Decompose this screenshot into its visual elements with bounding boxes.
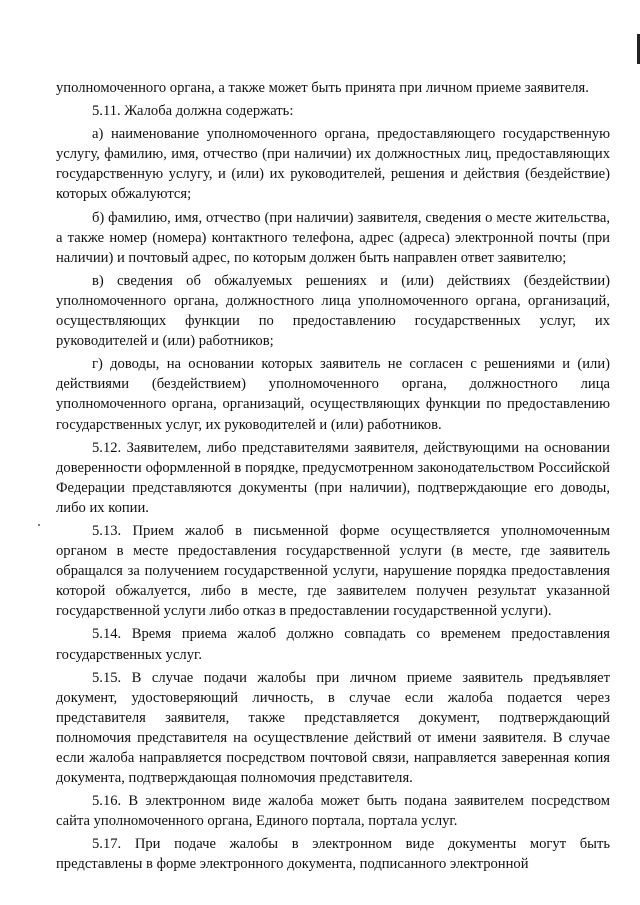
- paragraph-5-17: 5.17. При подаче жалобы в электронном виде документы могут быть представлены в форме электронного документа, подписанного электронной: [56, 836, 610, 873]
- scan-speck: [38, 524, 40, 526]
- paragraph-5-11-a: а) наименование уполномоченного органа, предоставляющего государственную услугу, фамилию, имя, отчество (при наличии) их должностных лиц, предоставляющих государственную услугу, и (или) их руководителей, решения и действия (бездействие) которых обжалуются;: [56, 126, 610, 203]
- paragraph-continuation: уполномоченного органа, а также может быть принята при личном приеме заявителя.: [56, 80, 589, 96]
- document-body: [56, 78, 610, 878]
- paragraph-5-15: 5.15. В случае подачи жалобы при личном приеме заявитель предъявляет документ, удостоверяющий личность, в случае если жалоба подается через представителя заявителя, также представляется документ, подтверждающий полномочия представителя на осуществление действий от имени заявителя. В случае если жалоба направляется посредством почтовой связи, направляется заверенная копия документа, подтверждающая полномочия представителя.: [56, 669, 610, 787]
- paragraph-5-11: 5.11. Жалоба должна содержать:: [92, 103, 294, 120]
- paragraph-5-16: 5.16. В электронном виде жалоба может быть подана заявителем посредством сайта уполномоченного органа, Единого портала, портала услуг.: [56, 793, 610, 830]
- paragraph-5-11-b: б) фамилию, имя, отчество (при наличии) заявителя, сведения о месте жительства, а также номер (номера) контактного телефона, адрес (адреса) электронной почты (при наличии) и почтовый адрес, по которым должен быть направлен ответ заявителю;: [56, 209, 610, 266]
- paragraph-5-13: 5.13. Прием жалоб в письменной форме осуществляется уполномоченным органом в месте предоставления государственной услуги (в месте, где заявитель обращался за получением государственной услуги, нарушение порядка предоставления которой обжалуется, либо в месте, где заявителем получен результат указанной государственной услуги либо отказ в предоставлении государственной услуги).: [56, 522, 610, 620]
- paragraph-5-14: 5.14. Время приема жалоб должно совпадать со временем предоставления государственных услуг.: [56, 626, 610, 663]
- paragraph-5-11-v: в) сведения об обжалуемых решениях и (или) действиях (бездействии) уполномоченного органа, должностного лица уполномоченного органа, организаций, осуществляющих функции по предоставлению государственных услуг, их руководителей и (или) работников;: [56, 272, 610, 350]
- paragraph-5-11-g: г) доводы, на основании которых заявитель не согласен с решениями и (или) действиями (бездействием) уполномоченного органа, должностного лица уполномоченного органа, организаций, осуществляющих функции по предоставлению государственных услуг, их руководителей и (или) работников.: [56, 356, 610, 433]
- paragraph-5-12: 5.12. Заявителем, либо представителями заявителя, действующими на основании доверенности оформленной в порядке, предусмотренном законодательством Российской Федерации представляются документы (при наличии), подтверждающие его доводы, либо их копии.: [56, 439, 610, 516]
